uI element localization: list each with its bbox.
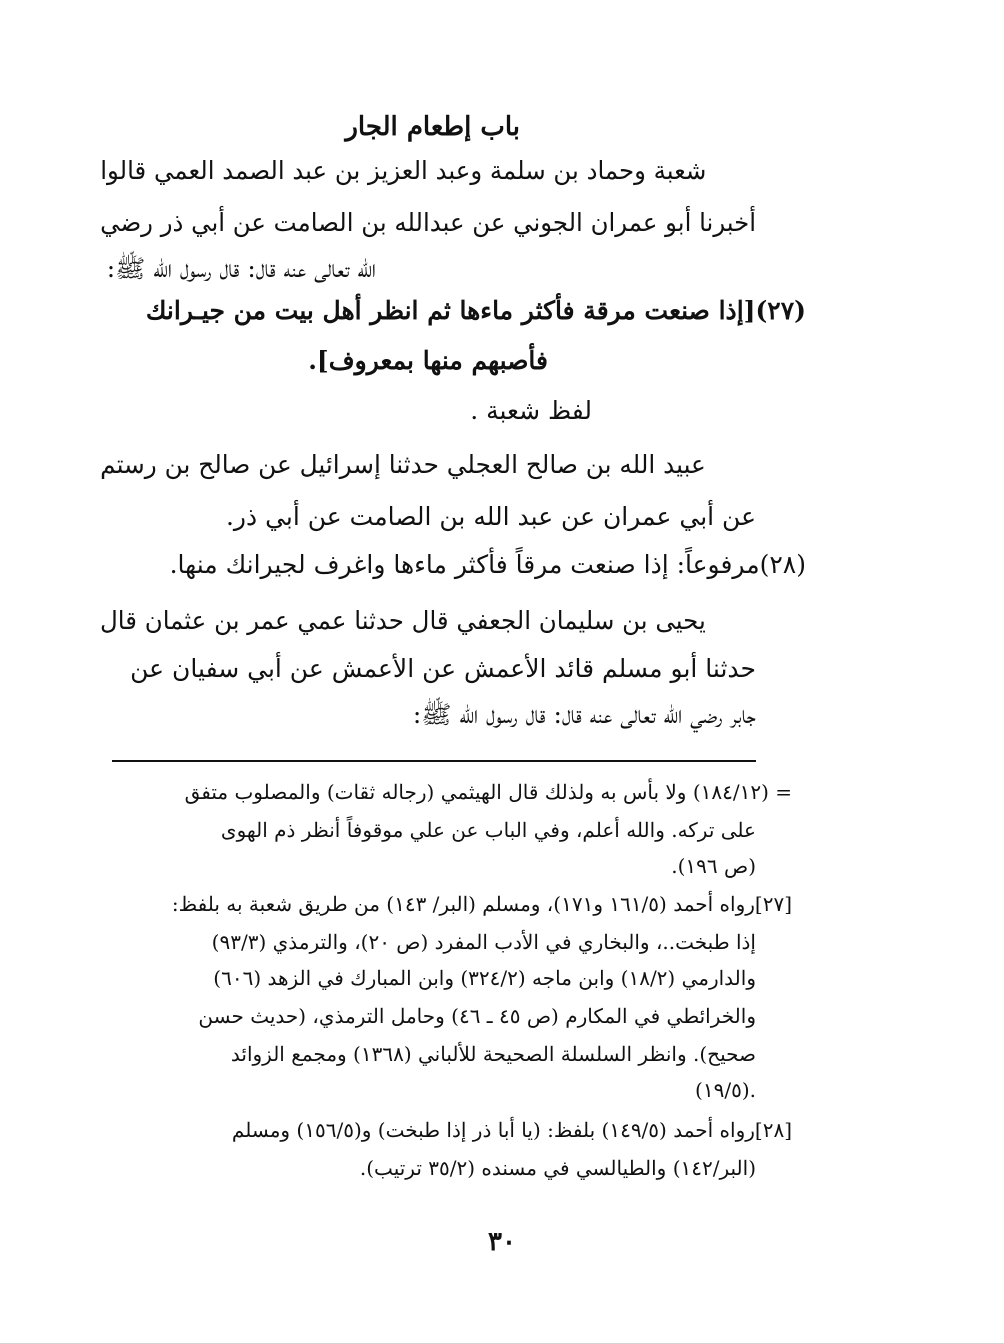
text-line: يحيى بن سليمان الجعفي قال حدثنا عمي عمر بن عثمان قال [100,606,706,635]
footnote-separator [112,760,756,762]
footnote-line: (ص ١٩٦). [671,854,756,878]
footnote-line: إذا طبخت..، والبخاري في الأدب المفرد (ص ٢٠)، والترمذي (٩٣/٣) [211,930,756,954]
text-line: شعبة وحماد بن سلمة وعبد العزيز بن عبد الصمد العمي قالوا [99,156,706,185]
hadith-27-line: (٢٧)[إذا صنعت مرقة فأكثر ماءها ثم انظر أهل بيت من جيـرانك [145,296,806,325]
footnote-28-line: [٢٨]رواه أحمد (١٤٩/٥) بلفظ: (يا أبا ذر إذا طبخت) و(١٥٦/٥) ومسلم [231,1118,792,1142]
footnote-line: = (١٨٤/١٢) ولا بأس به ولذلك قال الهيثمي (رجاله ثقات) والمصلوب متفق [184,780,792,804]
hadith-27-line: فأصبهم منها بمعروف]. [308,346,548,375]
footnote-line: (البر/١٤٢) والطيالسي في مسنده (٣٥/٢ ترتيب). [359,1156,756,1180]
hadith-28-line: (٢٨)مرفوعاً: إذا صنعت مرقاً فأكثر ماءها واغرف لجيرانك منها. [169,550,806,579]
chapter-heading: باب إطعام الجار [345,112,520,142]
footnote-line: والدارمي (١٨/٢) وابن ماجه (٣٢٤/٢) وابن المبارك في الزهد (٦٠٦) [213,966,756,990]
text-line: جابر رضي الله تعالى عنه قال: قال رسول الله ﷺ: [412,700,756,729]
footnote-line: صحيح). وانظر السلسلة الصحيحة للألباني (١٣٦٨) ومجمع الزوائد [230,1042,756,1066]
footnote-line: والخرائطي في المكارم (ص ٤٥ ـ ٤٦) وحامل الترمذي، (حديث حسن [198,1004,756,1028]
page-number: ٣٠ [488,1227,516,1257]
footnote-line: (١٩/٥). [695,1078,756,1102]
text-line: عن أبي عمران عن عبد الله بن الصامت عن أبي ذر. [225,502,756,531]
footnote-27-line: [٢٧]رواه أحمد (١٦١/٥ و١٧١)، ومسلم (البر/ ١٤٣) من طريق شعبة به بلفظ: [171,892,792,916]
text-line: أخبرنا أبو عمران الجوني عن عبدالله بن الصامت عن أبي ذر رضي [100,208,756,237]
footnote-line: على تركه. والله أعلم، وفي الباب عن علي موقوفاً أنظر ذم الهوى [220,818,756,842]
text-line: حدثنا أبو مسلم قائد الأعمش عن الأعمش عن أبي سفيان عن [130,654,756,683]
text-line: لفظ شعبة . [470,396,592,425]
text-line: الله تعالى عنه قال: قال رسول الله ﷺ: [106,254,376,283]
text-line: عبيد الله بن صالح العجلي حدثنا إسرائيل عن صالح بن رستم [100,450,706,479]
